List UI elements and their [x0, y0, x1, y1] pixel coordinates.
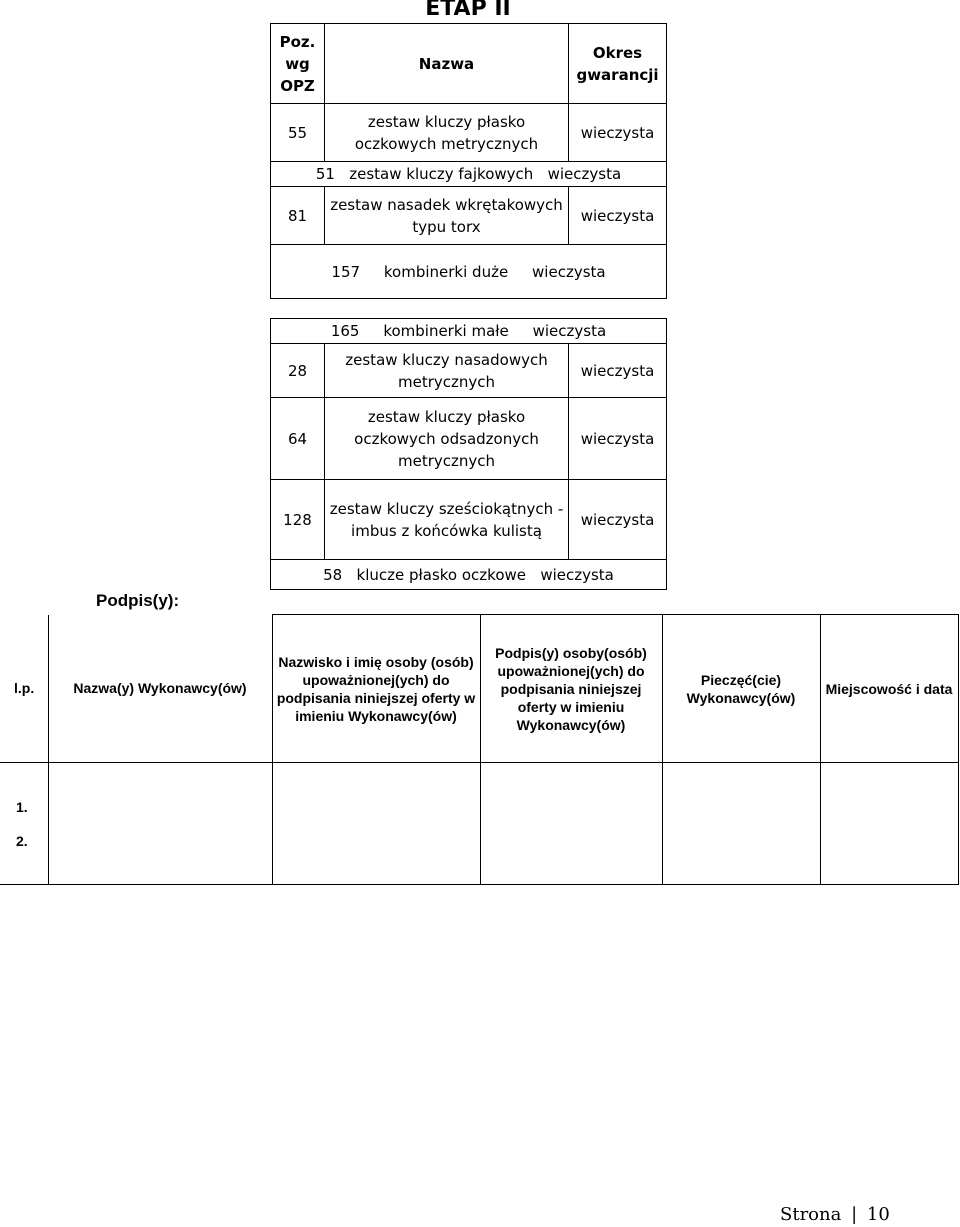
header-position: Poz. wg OPZ [271, 24, 325, 104]
row-name: zestaw kluczy sześciokątnych - imbus z końcówka kulistą [325, 480, 569, 560]
header-authorized-person: Nazwisko i imię osoby (osób) upoważnionej(ych) do podpisania niniejszej oferty w imieniu Wykonawcy(ów) [272, 615, 480, 763]
table-row [271, 245, 667, 299]
row-name: zestaw kluczy nasadowych metrycznych [325, 344, 569, 398]
row-position: 64 [271, 398, 325, 480]
row-combined [271, 245, 667, 299]
row-position: 28 [271, 344, 325, 398]
page-number: 10 [866, 1204, 890, 1225]
stage-title: ETAP II [425, 0, 511, 21]
table-row [271, 104, 667, 162]
row-warranty: wieczysta [569, 187, 667, 245]
row-name: zestaw kluczy płasko oczkowych metrycznych [325, 104, 569, 162]
row-warranty: wieczysta [569, 398, 667, 480]
row-warranty: wieczysta [540, 565, 614, 584]
table-row [271, 560, 667, 590]
row-warranty: wieczysta [547, 165, 622, 183]
row-name: zestaw kluczy fajkowych [349, 165, 534, 183]
signature-table [0, 614, 959, 885]
row-combined [271, 560, 667, 590]
row-warranty: wieczysta [569, 480, 667, 560]
row-warranty: wieczysta [532, 322, 607, 340]
place-date-cell[interactable] [820, 763, 958, 885]
signature-cell[interactable] [480, 763, 662, 885]
header-stamp: Pieczęć(cie) Wykonawcy(ów) [662, 615, 820, 763]
row-combined [271, 319, 667, 344]
page-label: Strona [780, 1204, 842, 1225]
authorized-person-cell[interactable] [272, 763, 480, 885]
signature-row [0, 763, 958, 885]
stamp-cell[interactable] [662, 763, 820, 885]
header-signature: Podpis(y) osoby(osób) upoważnionej(ych) do podpisania niniejszej oferty w imieniu Wykonawcy(ów) [480, 615, 662, 763]
row-warranty: wieczysta [569, 104, 667, 162]
table-row [271, 319, 667, 344]
page-footer [780, 1203, 890, 1227]
table-row [271, 480, 667, 560]
row-name: zestaw nasadek wkrętakowych typu torx [325, 187, 569, 245]
header-lp: l.p. [0, 615, 48, 763]
row-name: kombinerki małe [383, 322, 509, 340]
row-warranty: wieczysta [532, 262, 606, 281]
table-row [271, 162, 667, 187]
page-separator: | [851, 1204, 858, 1225]
table-gap [271, 299, 667, 319]
row-position: 157 [331, 262, 361, 281]
signature-heading: Podpis(y): [96, 591, 180, 610]
row-position: 165 [330, 322, 360, 340]
header-warranty: Okres gwarancji [569, 24, 667, 104]
row-name: kombinerki duże [383, 262, 509, 281]
table-row [271, 398, 667, 480]
header-name: Nazwa [325, 24, 569, 104]
header-place-date: Miejscowość i data [820, 615, 958, 763]
items-table [270, 23, 667, 590]
gap-cell [271, 299, 667, 319]
row-position: 58 [323, 565, 343, 584]
row-position: 55 [271, 104, 325, 162]
row-numbers-cell [0, 763, 48, 885]
row-number: 1. [16, 798, 28, 815]
row-name: klucze płasko oczkowe [356, 565, 527, 584]
row-position: 128 [271, 480, 325, 560]
contractor-name-cell[interactable] [48, 763, 272, 885]
row-position: 81 [271, 187, 325, 245]
table-row [271, 187, 667, 245]
table-row [271, 344, 667, 398]
row-combined [271, 162, 667, 187]
row-warranty: wieczysta [569, 344, 667, 398]
row-number: 2. [16, 832, 28, 849]
row-position: 51 [315, 165, 335, 183]
row-name: zestaw kluczy płasko oczkowych odsadzonych metrycznych [325, 398, 569, 480]
items-table-header [271, 24, 667, 104]
header-contractor-name: Nazwa(y) Wykonawcy(ów) [48, 615, 272, 763]
signature-table-header [0, 615, 958, 763]
